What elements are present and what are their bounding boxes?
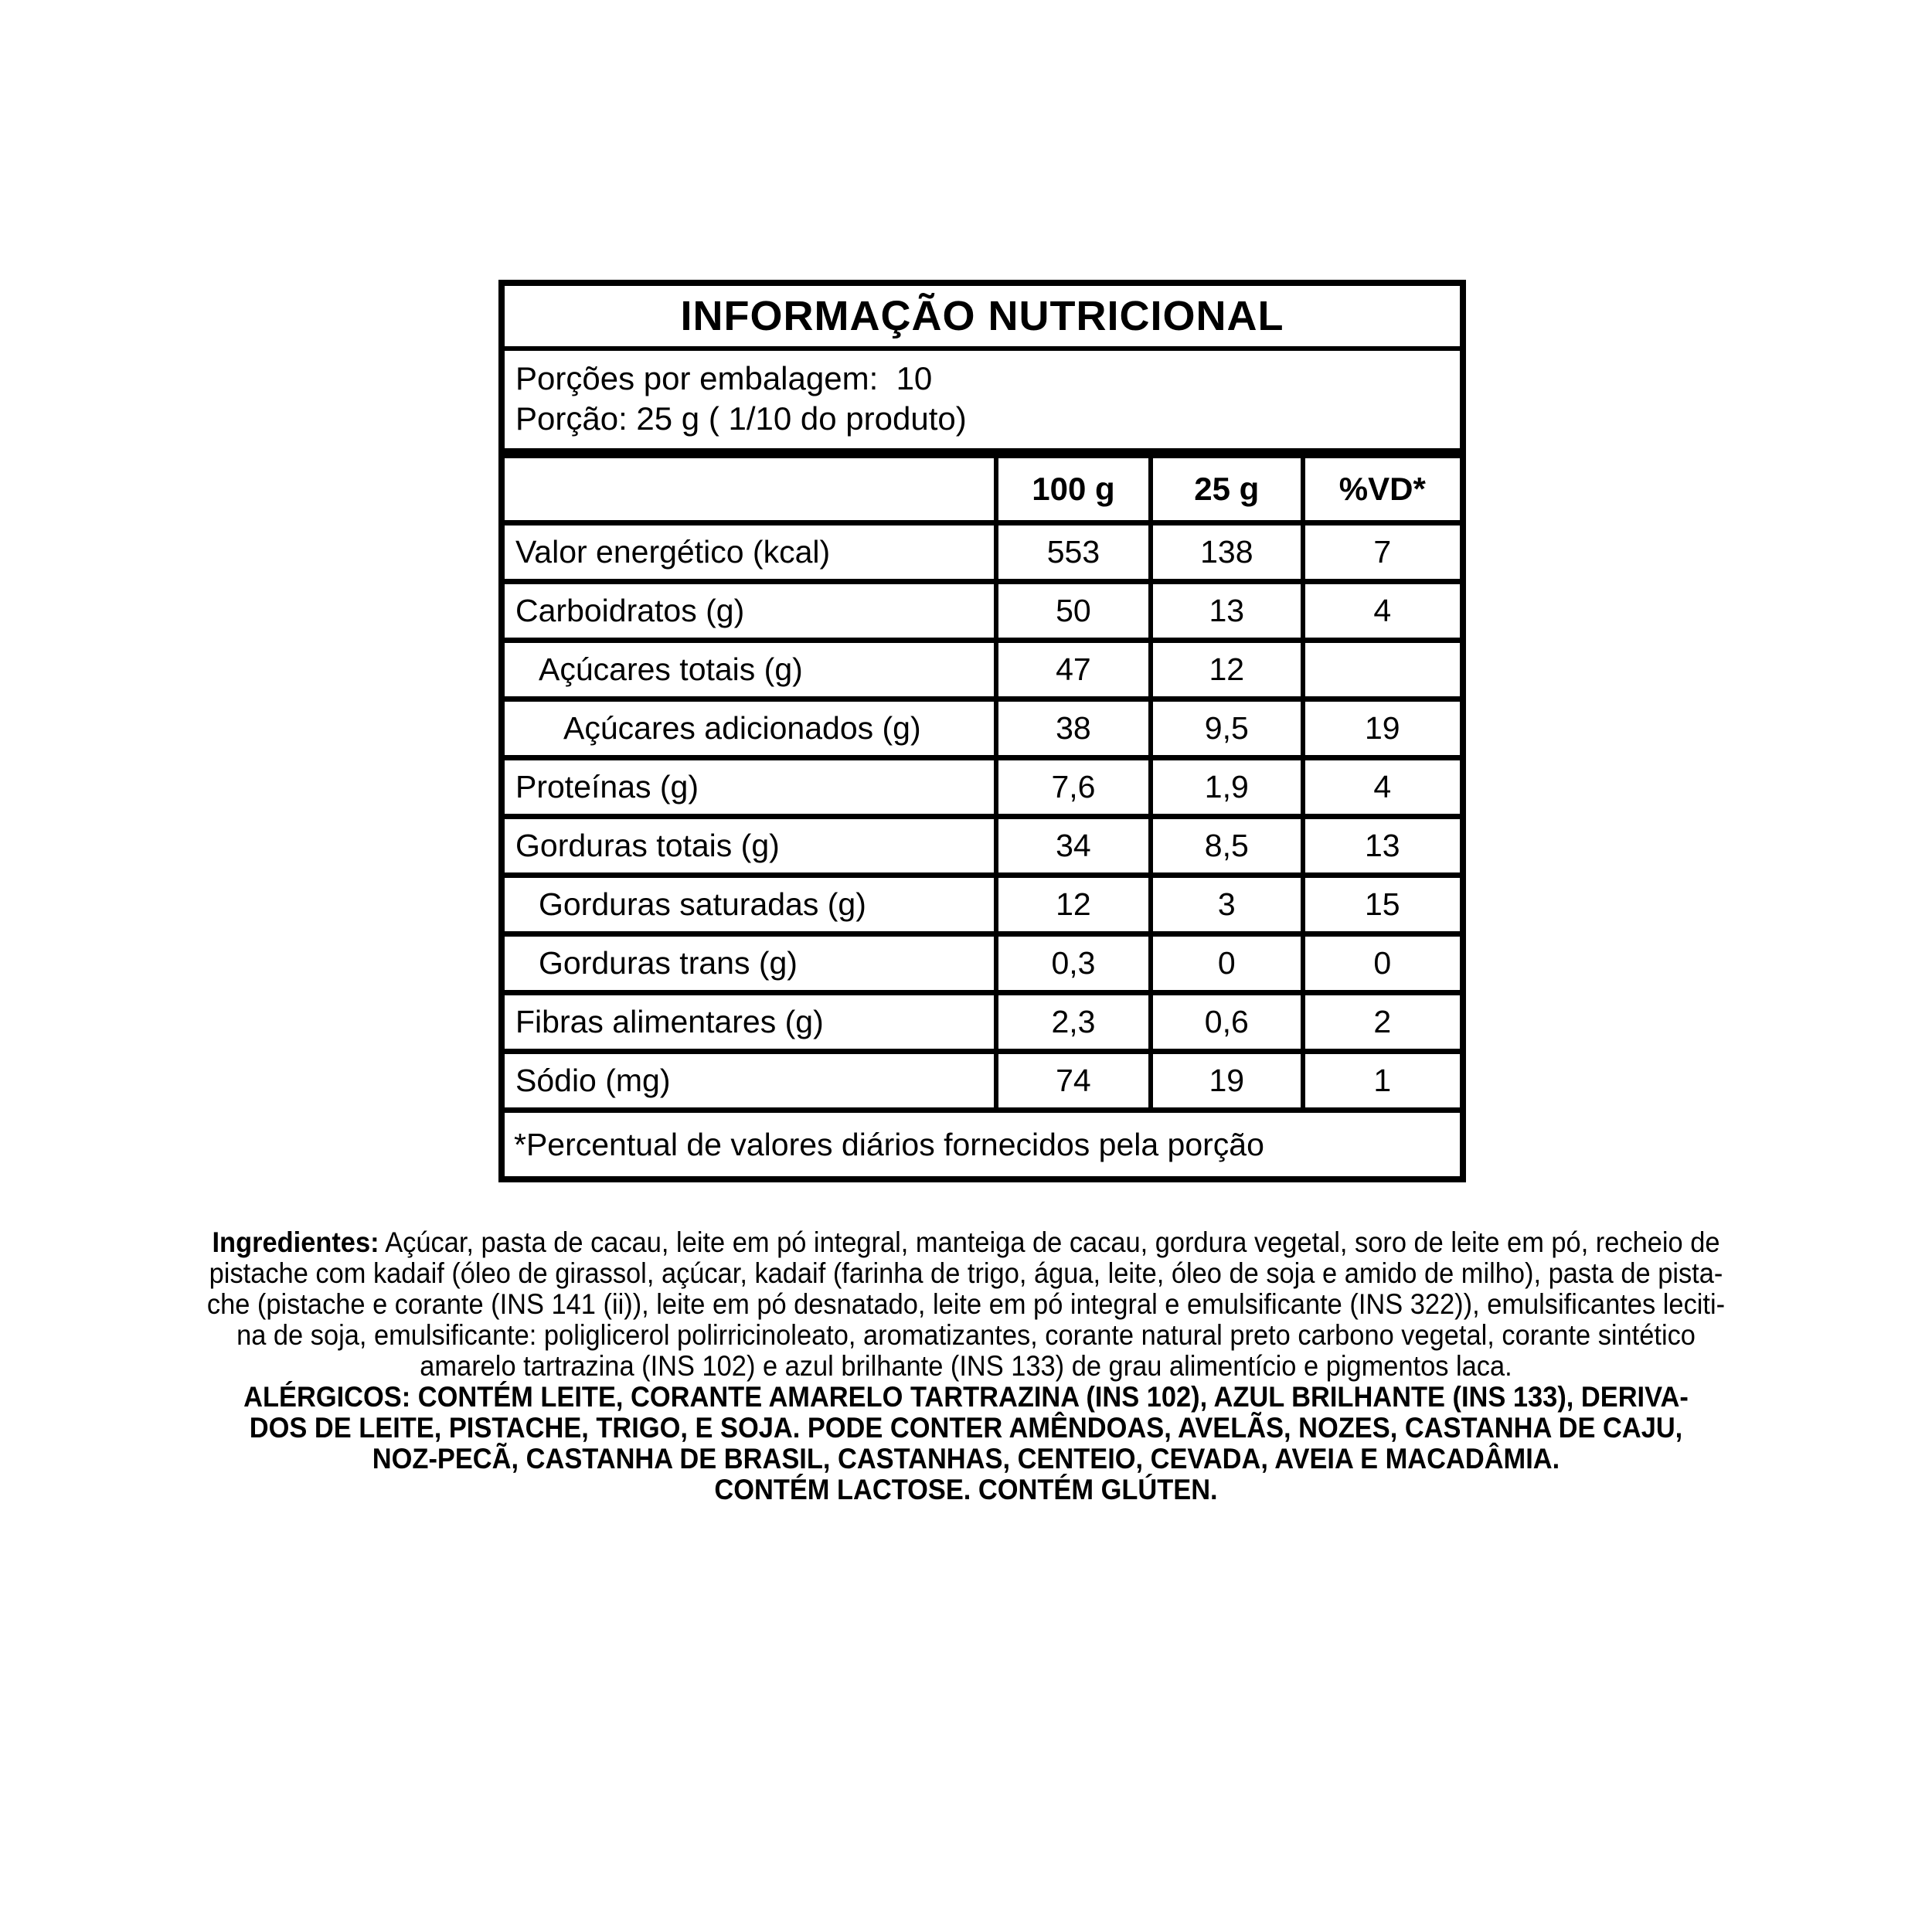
row-carboidratos-vd: 4 <box>1301 579 1460 638</box>
row-valor-energetico-vd: 7 <box>1301 520 1460 579</box>
row-label-gorduras-totais: Gorduras totais (g) <box>505 814 994 872</box>
row-acucares-adicionados-vd: 19 <box>1301 696 1460 755</box>
column-header-empty <box>505 458 994 520</box>
row-label-valor-energetico: Valor energético (kcal) <box>505 520 994 579</box>
row-acucares-totais-vd <box>1301 638 1460 696</box>
row-label-sodio: Sódio (mg) <box>505 1049 994 1107</box>
row-sodio-100g: 74 <box>994 1049 1148 1107</box>
ingredients-line-text: Açúcar, pasta de cacau, leite em pó integral, manteiga de cacau, gordura vegetal, soro de leite em pó, recheio de <box>379 1226 1720 1258</box>
row-sodio-vd: 1 <box>1301 1049 1460 1107</box>
ingredients-allergens-block <box>68 1227 1865 1505</box>
row-acucares-totais-100g: 47 <box>994 638 1148 696</box>
ingredients-line: che (pistache e corante (INS 141 (ii)), leite em pó desnatado, leite em pó integral e emulsificante (INS 322)), emulsificantes leciti- <box>206 1288 1726 1320</box>
allergens-line: DOS DE LEITE, PISTACHE, TRIGO, E SOJA. PODE CONTER AMÊNDOAS, AVELÃS, NOZES, CASTANHA DE CAJU, <box>249 1412 1683 1444</box>
ingredients-label: Ingredientes: <box>212 1226 379 1258</box>
row-acucares-adicionados-100g: 38 <box>994 696 1148 755</box>
row-proteinas-vd: 4 <box>1301 755 1460 814</box>
row-label-acucares-totais: Açúcares totais (g) <box>505 638 994 696</box>
row-gorduras-totais-25g: 8,5 <box>1148 814 1301 872</box>
column-header-vd: %VD* <box>1301 458 1460 520</box>
portion-size: Porção: 25 g ( 1/10 do produto) <box>515 400 967 437</box>
ingredients-line <box>68 1227 1865 1258</box>
table-title: INFORMAÇÃO NUTRICIONAL <box>505 286 1460 351</box>
daily-value-footnote: *Percentual de valores diários fornecidos pela porção <box>505 1107 1460 1176</box>
row-gorduras-trans-100g: 0,3 <box>994 931 1148 990</box>
row-gorduras-saturadas-vd: 15 <box>1301 872 1460 931</box>
row-sodio-25g: 19 <box>1148 1049 1301 1107</box>
row-acucares-adicionados-25g: 9,5 <box>1148 696 1301 755</box>
row-acucares-totais-25g: 12 <box>1148 638 1301 696</box>
separator-bar <box>505 448 1460 458</box>
ingredients-line: na de soja, emulsificante: poliglicerol polirricinoleato, aromatizantes, corante natural preto carbono vegetal, corante sintético <box>236 1319 1696 1351</box>
row-valor-energetico-25g: 138 <box>1148 520 1301 579</box>
row-label-acucares-adicionados: Açúcares adicionados (g) <box>505 696 994 755</box>
row-gorduras-saturadas-25g: 3 <box>1148 872 1301 931</box>
row-gorduras-trans-vd: 0 <box>1301 931 1460 990</box>
allergens-line: ALÉRGICOS: CONTÉM LEITE, CORANTE AMARELO TARTRAZINA (INS 102), AZUL BRILHANTE (INS 133), DERIVA- <box>243 1381 1689 1413</box>
ingredients-line: pistache com kadaif (óleo de girassol, açúcar, kadaif (farinha de trigo, água, leite, óleo de soja e amido de milho), pasta de pista- <box>209 1257 1723 1289</box>
row-fibras-100g: 2,3 <box>994 990 1148 1049</box>
servings-per-package: Porções por embalagem: 10 <box>515 360 933 396</box>
row-gorduras-trans-25g: 0 <box>1148 931 1301 990</box>
column-header-100g: 100 g <box>994 458 1148 520</box>
nutrition-facts-table <box>498 280 1466 1182</box>
nutrition-grid <box>505 458 1460 1107</box>
row-gorduras-totais-vd: 13 <box>1301 814 1460 872</box>
allergens-line: NOZ-PECÃ, CASTANHA DE BRASIL, CASTANHAS, CENTEIO, CEVADA, AVEIA E MACADÂMIA. <box>372 1443 1560 1475</box>
row-label-gorduras-trans: Gorduras trans (g) <box>505 931 994 990</box>
ingredients-line: amarelo tartrazina (INS 102) e azul brilhante (INS 133) de grau alimentício e pigmentos laca. <box>420 1350 1512 1382</box>
row-fibras-vd: 2 <box>1301 990 1460 1049</box>
serving-info <box>505 351 1460 448</box>
row-gorduras-saturadas-100g: 12 <box>994 872 1148 931</box>
row-proteinas-100g: 7,6 <box>994 755 1148 814</box>
row-label-carboidratos: Carboidratos (g) <box>505 579 994 638</box>
row-gorduras-totais-100g: 34 <box>994 814 1148 872</box>
row-label-fibras: Fibras alimentares (g) <box>505 990 994 1049</box>
row-label-gorduras-saturadas: Gorduras saturadas (g) <box>505 872 994 931</box>
row-carboidratos-100g: 50 <box>994 579 1148 638</box>
row-carboidratos-25g: 13 <box>1148 579 1301 638</box>
allergens-line: CONTÉM LACTOSE. CONTÉM GLÚTEN. <box>714 1474 1218 1505</box>
row-valor-energetico-100g: 553 <box>994 520 1148 579</box>
row-proteinas-25g: 1,9 <box>1148 755 1301 814</box>
column-header-25g: 25 g <box>1148 458 1301 520</box>
row-label-proteinas: Proteínas (g) <box>505 755 994 814</box>
row-fibras-25g: 0,6 <box>1148 990 1301 1049</box>
